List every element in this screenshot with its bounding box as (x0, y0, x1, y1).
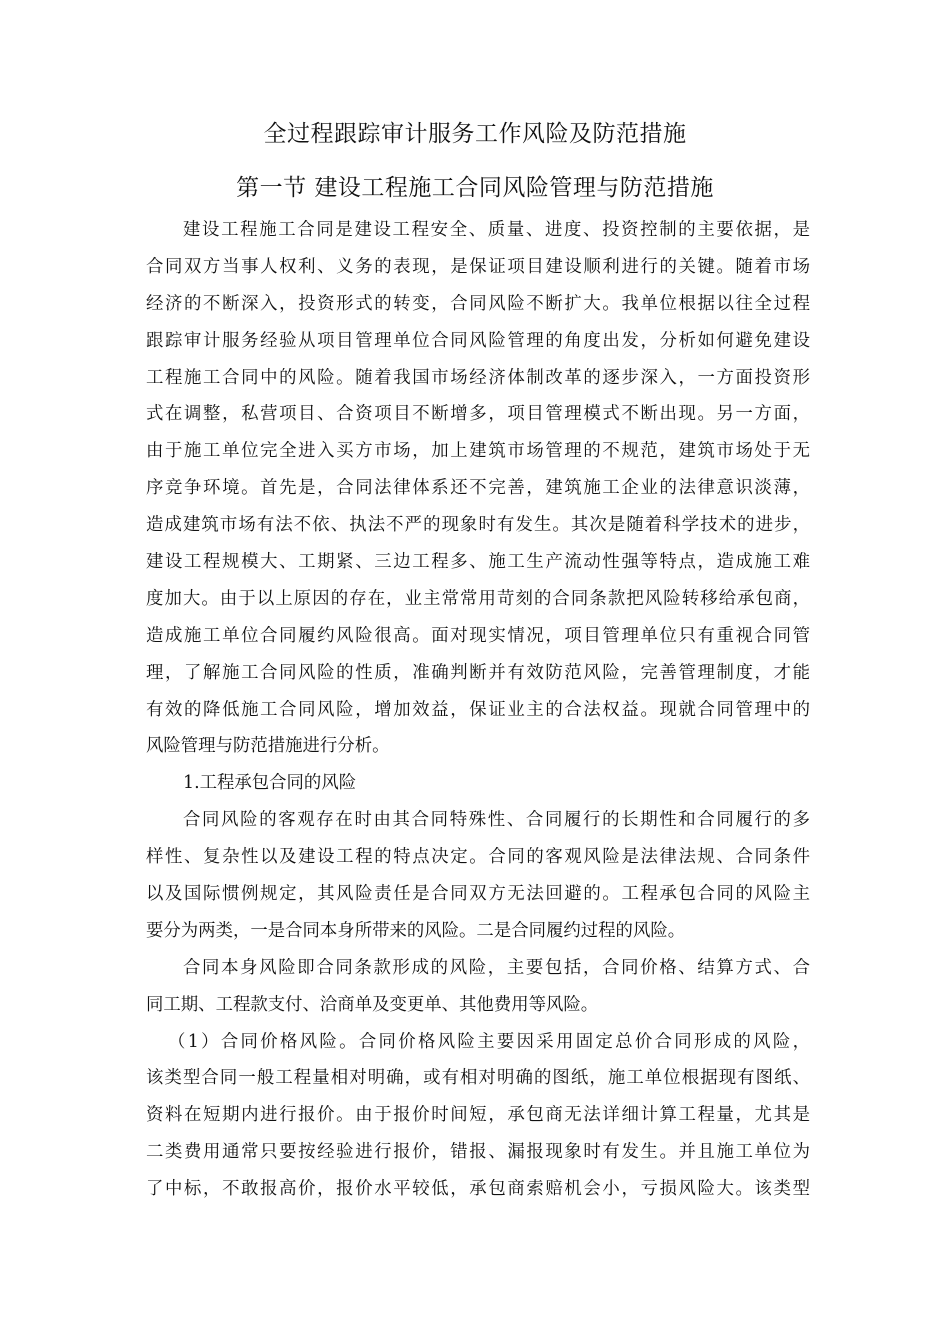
paragraph-line: 资料在短期内进行报价。由于报价时间短，承包商无法详细计算工程量，尤其是 (146, 1105, 810, 1126)
body-text (146, 212, 810, 1208)
paragraph-line: 序竞争环境。首先是，合同法律体系还不完善，建筑施工企业的法律意识淡薄， (146, 478, 810, 499)
paragraph-line: 由于施工单位完全进入买方市场，加上建筑市场管理的不规范，建筑市场处于无 (146, 441, 810, 462)
paragraph-line: 造成施工单位合同履约风险很高。面对现实情况，项目管理单位只有重视合同管 (146, 625, 810, 646)
paragraph-line: 同工期、工程款支付、洽商单及变更单、其他费用等风险。 (146, 994, 599, 1015)
document-title: 全过程跟踪审计服务工作风险及防范措施 (263, 121, 687, 147)
paragraph-line: 风险管理与防范措施进行分析。 (146, 736, 390, 757)
paragraph-line: （1）合同价格风险。合同价格风险主要因采用固定总价合同形成的风险， (168, 1031, 810, 1052)
paragraph-line: 式在调整，私营项目、合资项目不断增多，项目管理模式不断出现。另一方面， (146, 404, 810, 425)
subsection-heading: 1.工程承包合同的风险 (183, 773, 357, 794)
paragraph-line: 该类型合同一般工程量相对明确，或有相对明确的图纸，施工单位根据现有图纸、 (146, 1068, 810, 1089)
paragraph-line: 合同风险的客观存在时由其合同特殊性、合同履行的长期性和合同履行的多 (183, 810, 810, 831)
paragraph-line: 样性、复杂性以及建设工程的特点决定。合同的客观风险是法律法规、合同条件 (146, 847, 810, 868)
paragraph-line: 以及国际惯例规定，其风险责任是合同双方无法回避的。工程承包合同的风险主 (146, 884, 810, 905)
paragraph-line: 跟踪审计服务经验从项目管理单位合同风险管理的角度出发，分析如何避免建设 (146, 330, 810, 351)
paragraph-line: 有效的降低施工合同风险，增加效益，保证业主的合法权益。现就合同管理中的 (146, 699, 810, 720)
paragraph-line: 工程施工合同中的风险。随着我国市场经济体制改革的逐步深入，一方面投资形 (146, 367, 810, 388)
paragraph-line: 建设工程施工合同是建设工程安全、质量、进度、投资控制的主要依据，是 (183, 220, 810, 240)
paragraph-line: 了中标，不敢报高价，报价水平较低，承包商索赔机会小，亏损风险大。该类型 (146, 1179, 810, 1200)
paragraph-line: 理，了解施工合同风险的性质，准确判断并有效防范风险，完善管理制度，才能 (146, 662, 810, 683)
paragraph-line: 要分为两类，一是合同本身所带来的风险。二是合同履约过程的风险。 (146, 920, 686, 941)
paragraph-line: 度加大。由于以上原因的存在，业主常常用苛刻的合同条款把风险转移给承包商， (146, 588, 810, 609)
section-title: 第一节 建设工程施工合同风险管理与防范措施 (236, 175, 714, 201)
paragraph-line: 经济的不断深入，投资形式的转变，合同风险不断扩大。我单位根据以往全过程 (146, 293, 810, 314)
paragraph-line: 造成建筑市场有法不依、执法不严的现象时有发生。其次是随着科学技术的进步， (146, 515, 810, 536)
paragraph-line: 建设工程规模大、工期紧、三边工程多、施工生产流动性强等特点，造成施工难 (146, 552, 810, 573)
paragraph-line: 二类费用通常只要按经验进行报价，错报、漏报现象时有发生。并且施工单位为 (146, 1142, 810, 1163)
paragraph-line: 合同双方当事人权利、义务的表现，是保证项目建设顺利进行的关键。随着市场 (146, 256, 810, 277)
paragraph-line: 合同本身风险即合同条款形成的风险，主要包括，合同价格、结算方式、合 (183, 957, 810, 978)
